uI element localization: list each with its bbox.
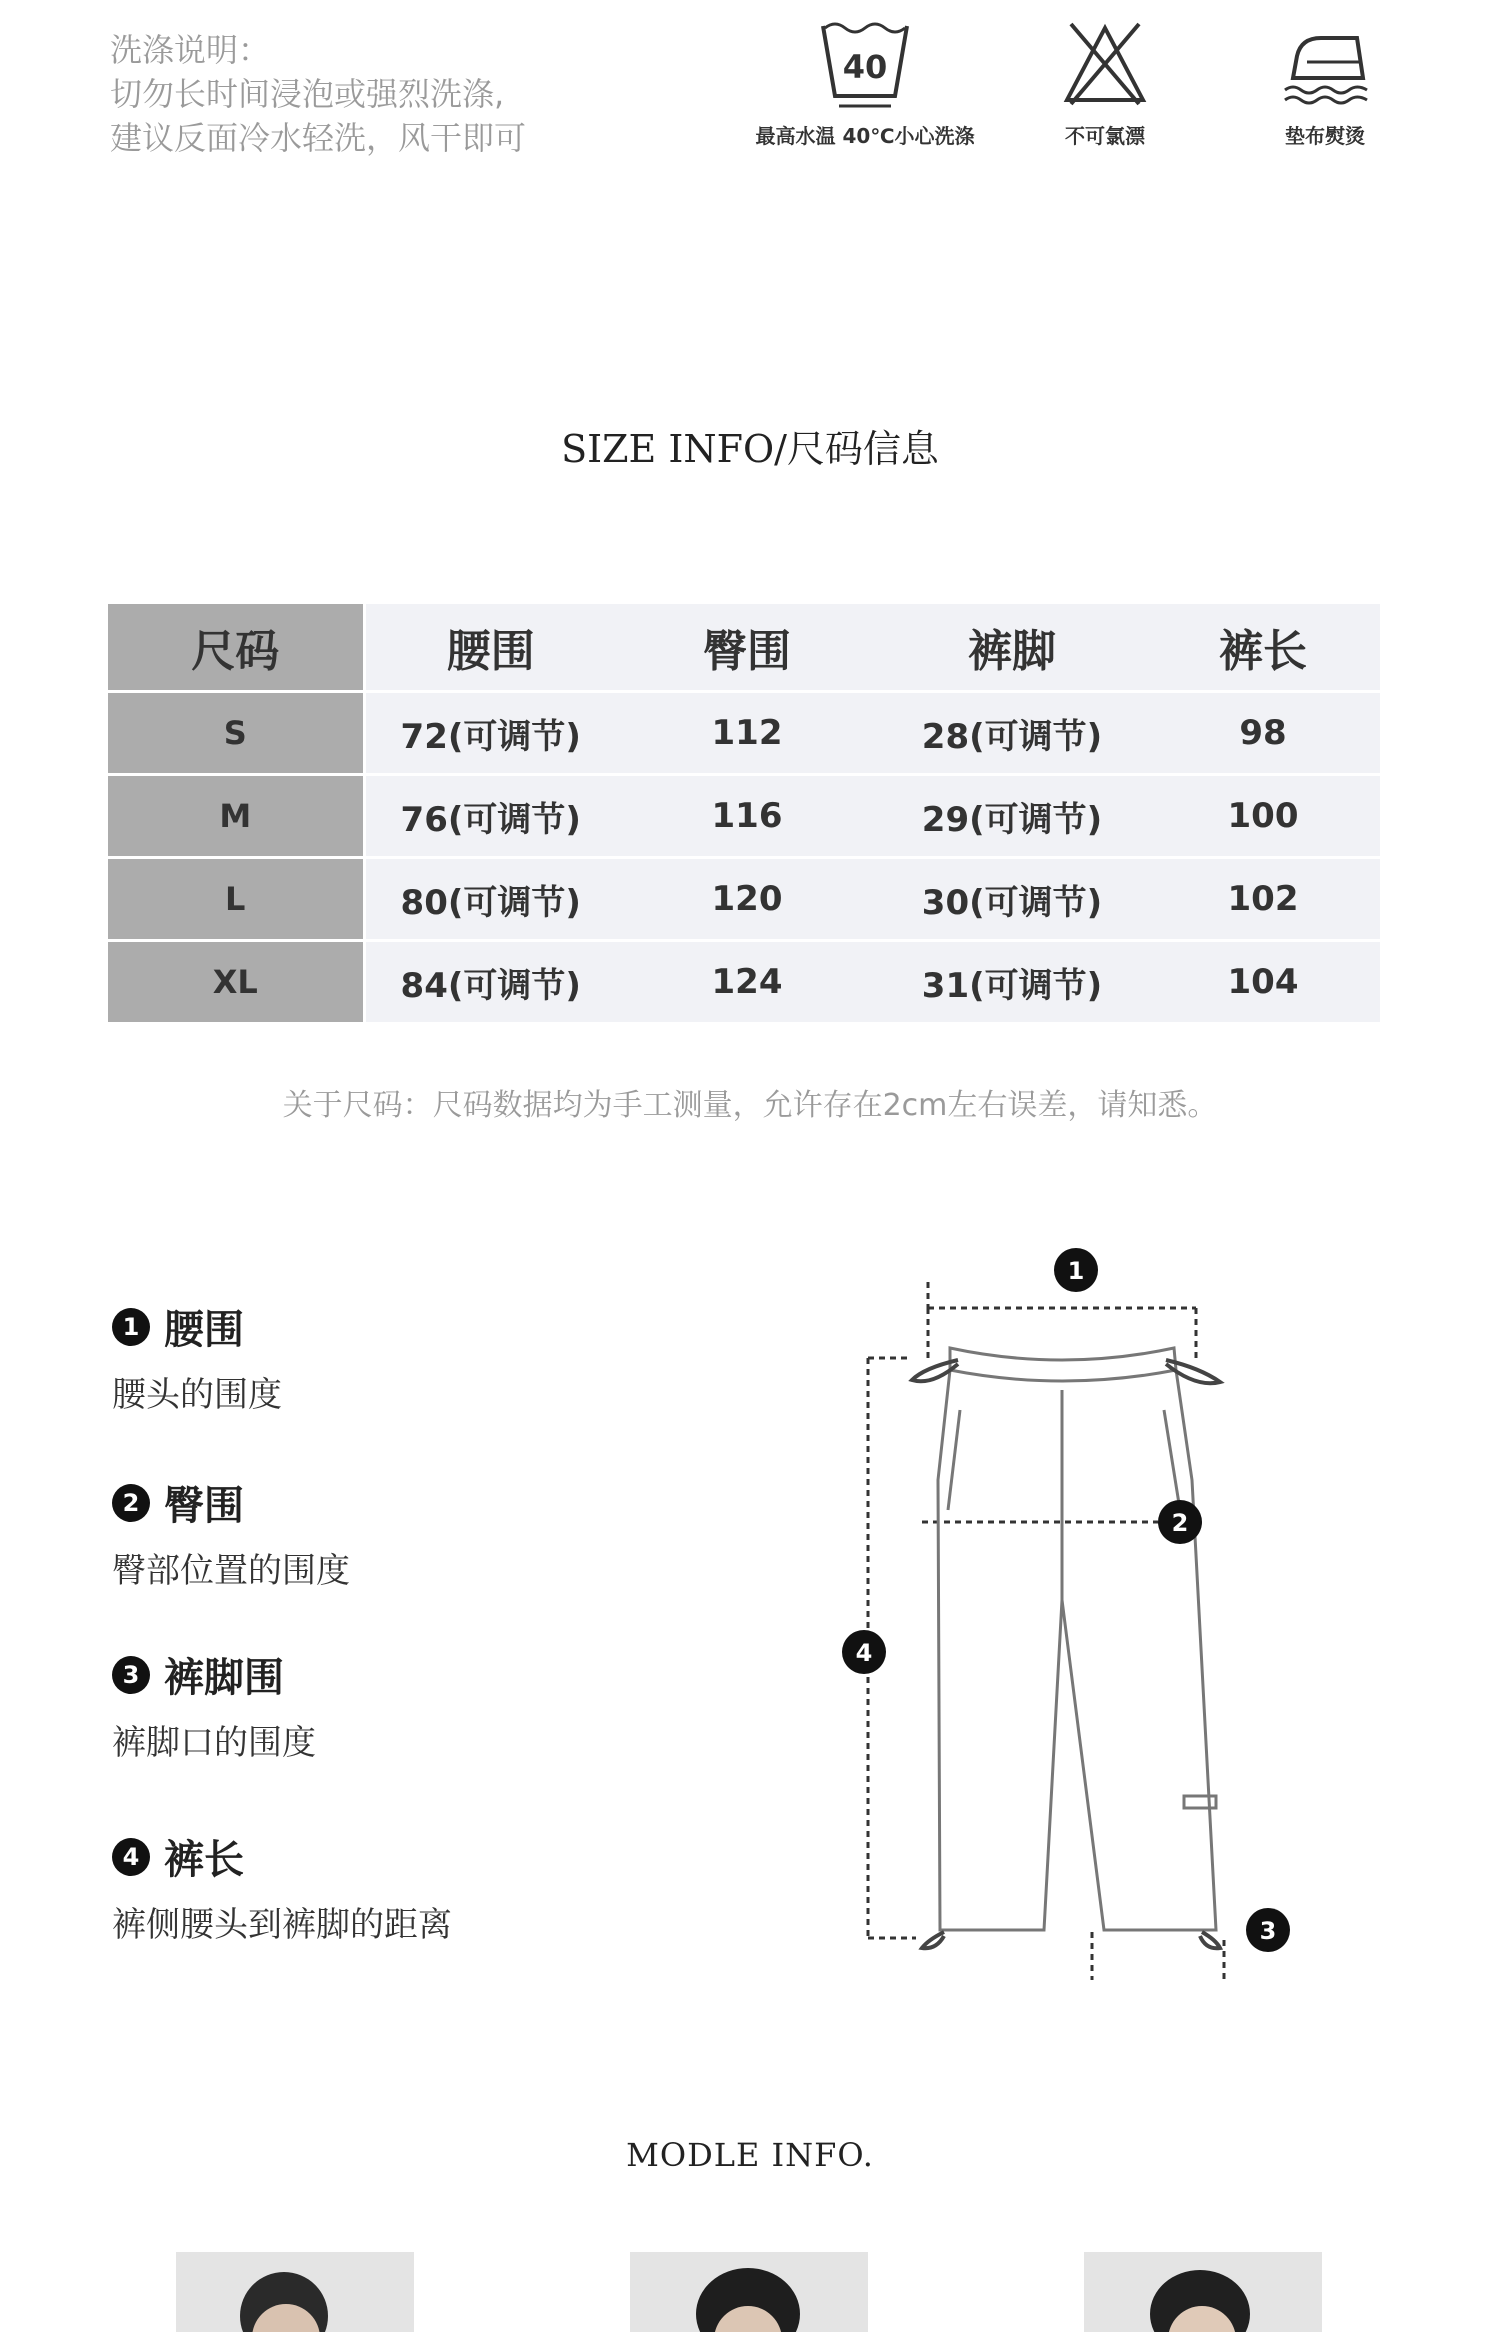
pants-diagram: [840, 1240, 1300, 1980]
marker-number: 2: [1171, 1509, 1189, 1537]
measurement-title: 裤脚围: [164, 1655, 284, 1701]
header-hip: 臀围: [616, 604, 878, 692]
table-row: [108, 858, 1380, 941]
size-cell: S: [108, 692, 364, 775]
no-bleach-caption: 不可氯漂: [1065, 124, 1145, 148]
number-badge: 3: [112, 1656, 150, 1694]
hip-cell: 112: [616, 692, 878, 775]
measurement-desc: 裤脚口的围度: [112, 1723, 316, 1763]
measurement-item-length: [112, 1828, 452, 1946]
model-head-image: [176, 2252, 414, 2332]
model-photo: [1084, 2252, 1322, 2332]
table-row: [108, 941, 1380, 1024]
iron-care-item: [1260, 18, 1390, 149]
size-table: [108, 604, 1380, 1025]
measurement-title: 腰围: [164, 1307, 244, 1353]
no-bleach-icon: [1057, 18, 1153, 108]
waist-cell: 84(可调节): [364, 941, 616, 1024]
care-instructions: [110, 28, 526, 160]
length-cell: 104: [1146, 941, 1380, 1024]
model-head-image: [630, 2252, 868, 2332]
number-badge: 2: [112, 1484, 150, 1522]
marker-number: 3: [1259, 1917, 1277, 1945]
size-note: 关于尺码：尺码数据均为手工测量，允许存在2cm左右误差，请知悉。: [282, 1088, 1218, 1123]
size-cell: M: [108, 775, 364, 858]
wash-temp-number: 40: [842, 48, 888, 86]
diagram-marker-3: [1246, 1908, 1290, 1952]
hip-cell: 124: [616, 941, 878, 1024]
number-badge: 4: [112, 1838, 150, 1876]
number-badge: 1: [112, 1308, 150, 1346]
header-size: 尺码: [108, 604, 364, 692]
drawstrings: [912, 1360, 1220, 1948]
size-cell: XL: [108, 941, 364, 1024]
hip-cell: 116: [616, 775, 878, 858]
measurement-item-hip: [112, 1474, 350, 1592]
care-line: 洗涤说明：: [110, 31, 271, 69]
model-info-title: MODLE INFO.: [626, 2136, 874, 2174]
size-info-title: SIZE INFO/尺码信息: [561, 427, 939, 471]
length-cell: 102: [1146, 858, 1380, 941]
table-header-row: [108, 604, 1380, 692]
wash-40-icon: [817, 18, 913, 108]
marker-number: 4: [855, 1639, 873, 1667]
care-line: 切勿长时间浸泡或强烈洗涤,: [110, 75, 505, 113]
measurement-title: 臀围: [164, 1483, 244, 1529]
waist-cell: 72(可调节): [364, 692, 616, 775]
marker-number: 1: [1067, 1257, 1085, 1285]
wash-40-care-item: [735, 18, 995, 149]
model-photo: [630, 2252, 868, 2332]
measurement-item-waist: [112, 1298, 282, 1416]
length-cell: 98: [1146, 692, 1380, 775]
iron-with-cloth-icon: [1277, 18, 1373, 108]
model-photo: [176, 2252, 414, 2332]
size-cell: L: [108, 858, 364, 941]
care-line: 建议反面冷水轻洗，风干即可: [110, 119, 527, 157]
measurement-title: 裤长: [164, 1837, 244, 1883]
diagram-marker-4: [842, 1630, 886, 1674]
no-bleach-care-item: [1040, 18, 1170, 149]
hem-cell: 30(可调节): [878, 858, 1146, 941]
pants-outline: [938, 1348, 1216, 1930]
waist-cell: 76(可调节): [364, 775, 616, 858]
hip-cell: 120: [616, 858, 878, 941]
model-head-image: [1084, 2252, 1322, 2332]
diagram-marker-1: [1054, 1248, 1098, 1292]
measurement-desc: 腰头的围度: [112, 1375, 282, 1415]
hem-cell: 28(可调节): [878, 692, 1146, 775]
hem-cell: 29(可调节): [878, 775, 1146, 858]
header-length: 裤长: [1146, 604, 1380, 692]
header-hem: 裤脚: [878, 604, 1146, 692]
iron-caption: 垫布熨烫: [1285, 124, 1365, 148]
measurement-desc: 臀部位置的围度: [112, 1551, 350, 1591]
hem-cell: 31(可调节): [878, 941, 1146, 1024]
measurement-item-hem: [112, 1646, 316, 1764]
header-waist: 腰围: [364, 604, 616, 692]
table-row: [108, 692, 1380, 775]
diagram-marker-2: [1158, 1500, 1202, 1544]
wash-caption: 最高水温 40℃小心洗涤: [755, 124, 975, 148]
table-row: [108, 775, 1380, 858]
measurement-desc: 裤侧腰头到裤脚的距离: [112, 1905, 452, 1945]
length-cell: 100: [1146, 775, 1380, 858]
waist-cell: 80(可调节): [364, 858, 616, 941]
